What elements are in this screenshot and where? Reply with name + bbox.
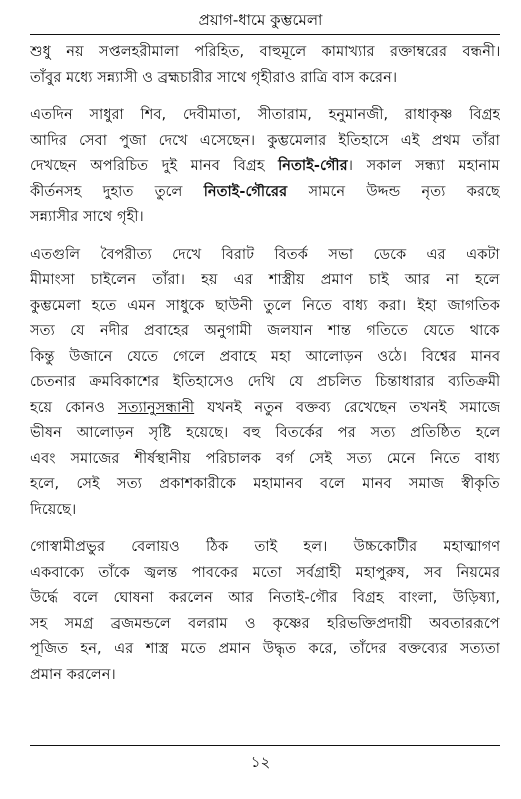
text-segment: আদির সেবা পুজা দেখে এসেছেন। কুম্ভমেলার ইতিহাসে এই প্রথম তাঁরা: [30, 132, 500, 149]
text-segment: চেতনার ক্রমবিকাশের ইতিহাসেও দেখি যে প্রচলিত চিন্তাধারার ব্যতিক্রমী: [30, 374, 500, 390]
text-segment: তাঁবুর মধ্যে সন্ন্যাসী ও ব্রহ্মচারীর সাথে গৃহীরাও রাত্রি বাস করেন।: [30, 69, 398, 86]
text-segment: গোস্বামীপ্রভুর বেলায়ও ঠিক তাই হল। উচ্চকোটীর মহাত্মাগণ: [30, 539, 500, 555]
page-number: ১২: [250, 753, 271, 771]
text-line: [30, 586, 500, 612]
text-segment: এতদিন সাধুরা শিব, দেবীমাতা, সীতারাম, হনুমানজী, রাধাকৃষ্ণ বিগ্রহ: [30, 107, 500, 123]
text-segment: কীর্তনসহ দুহাত তুলে: [30, 183, 204, 200]
text-line: [30, 319, 500, 345]
text-segment: দিয়েছে।: [30, 501, 77, 518]
paragraph: [30, 40, 500, 91]
text-line: [30, 447, 500, 473]
text-segment: সামনে উদ্দন্ড নৃত্য করছে: [287, 183, 500, 200]
text-segment: এতগুলি বৈপরীত্য দেখে বিরাট বিতর্ক সভা ডেকে এর একটা: [30, 246, 500, 263]
text-line: [30, 294, 500, 320]
text-segment: শুধু নয় সপ্তলহরীমালা পরিহিত, বাহুমূলে কামাখ্যার রক্তাম্বরের বন্ধনী।: [30, 44, 500, 60]
emphasized-text: নিতাই-গৌরের: [203, 183, 288, 200]
emphasized-text: নিতাই-গৌর: [278, 158, 348, 174]
text-segment: হয়ে কোনও: [30, 399, 118, 416]
text-line: [30, 637, 500, 663]
paragraph: [30, 243, 500, 524]
running-head: প্রয়াগ-ধামে কুম্ভমেলা: [198, 11, 323, 29]
text-segment: কিন্তু উজানে যেতে গেলে প্রবাহে মহা আলোড়ন ওঠে। বিশ্বের মানব: [30, 348, 500, 365]
header-rule: [30, 34, 500, 35]
text-line: [30, 268, 500, 294]
text-segment: দেখছেন অপরিচিত দুই মানব বিগ্রহ: [30, 158, 279, 174]
text-segment: যখনই নতুন বক্তব্য রেখেছেন তখনই সমাজে: [194, 399, 500, 416]
text-line: [30, 205, 500, 231]
text-line: [30, 472, 500, 498]
text-segment: এবং সমাজের শীর্ষস্থানীয় পরিচালক বর্গ সেই সত্য মেনে নিতে বাধ্য: [30, 450, 500, 467]
text-line: [30, 370, 500, 396]
underlined-text: সত্যানুসন্ধানী: [117, 399, 195, 416]
text-segment: উর্দ্ধে বলে ঘোষনা করলেন আর নিতাই-গৌর বিগ্রহ বাংলা, উড়িষ্যা,: [30, 590, 500, 606]
body-text: [30, 40, 500, 688]
text-line: [30, 612, 500, 638]
text-segment: পূজিত হন, এর শাস্ত্র মতে প্রমান উদ্ধৃত করে, তাঁদের বক্তব্যের সত্যতা: [30, 641, 500, 657]
paragraph: [30, 535, 500, 688]
text-line: [30, 345, 500, 371]
text-line: [30, 129, 500, 155]
text-line: [30, 498, 500, 524]
text-line: [30, 421, 500, 447]
text-line: [30, 154, 500, 180]
text-line: [30, 663, 500, 689]
text-segment: । সকাল সন্ধ্যা মহানাম: [347, 158, 500, 174]
text-segment: সন্ন্যাসীর সাথে গৃহী।: [30, 209, 144, 225]
text-line: [30, 535, 500, 561]
paragraph: [30, 103, 500, 231]
text-segment: হলে, সেই সত্য প্রকাশকারীকে মহামানব বলে মানব সমাজ স্বীকৃতি: [30, 476, 500, 492]
footer-rule: [30, 745, 500, 746]
text-line: [30, 103, 500, 129]
text-line: [30, 40, 500, 66]
text-segment: প্রমান করলেন।: [30, 666, 116, 683]
text-line: [30, 396, 500, 422]
text-line: [30, 180, 500, 206]
text-line: [30, 66, 500, 92]
text-segment: কুম্ভমেলা হতে এমন সাধুকে ছাউনী তুলে নিতে বাধ্য করা। ইহা জাগতিক: [30, 297, 500, 314]
text-segment: একবাক্যে তাঁকে জ্বলন্ত পাবকের মতো সর্বগ্রাহী মহাপুরুষ, সব নিয়মের: [30, 564, 500, 581]
text-segment: মীমাংসা চাইলেন তাঁরা। হয় এর শাস্ত্রীয় প্রমাণ চাই আর না হলে: [30, 272, 500, 288]
text-line: [30, 243, 500, 269]
text-segment: সহ সমগ্র ব্রজমন্ডলে বলরাম ও কৃষ্ণের হরিভক্তিপ্রদায়ী অবতাররূপে: [30, 615, 500, 632]
text-segment: ভীষন আলোড়ন সৃষ্টি হয়েছে। বহু বিতর্কের পর সত্য প্রতিষ্ঠিত হলে: [30, 425, 500, 441]
text-segment: সত্য যে নদীর প্রবাহের অনুগামী জলযান শান্ত গতিতে যেতে থাকে: [30, 323, 500, 339]
text-line: [30, 561, 500, 587]
